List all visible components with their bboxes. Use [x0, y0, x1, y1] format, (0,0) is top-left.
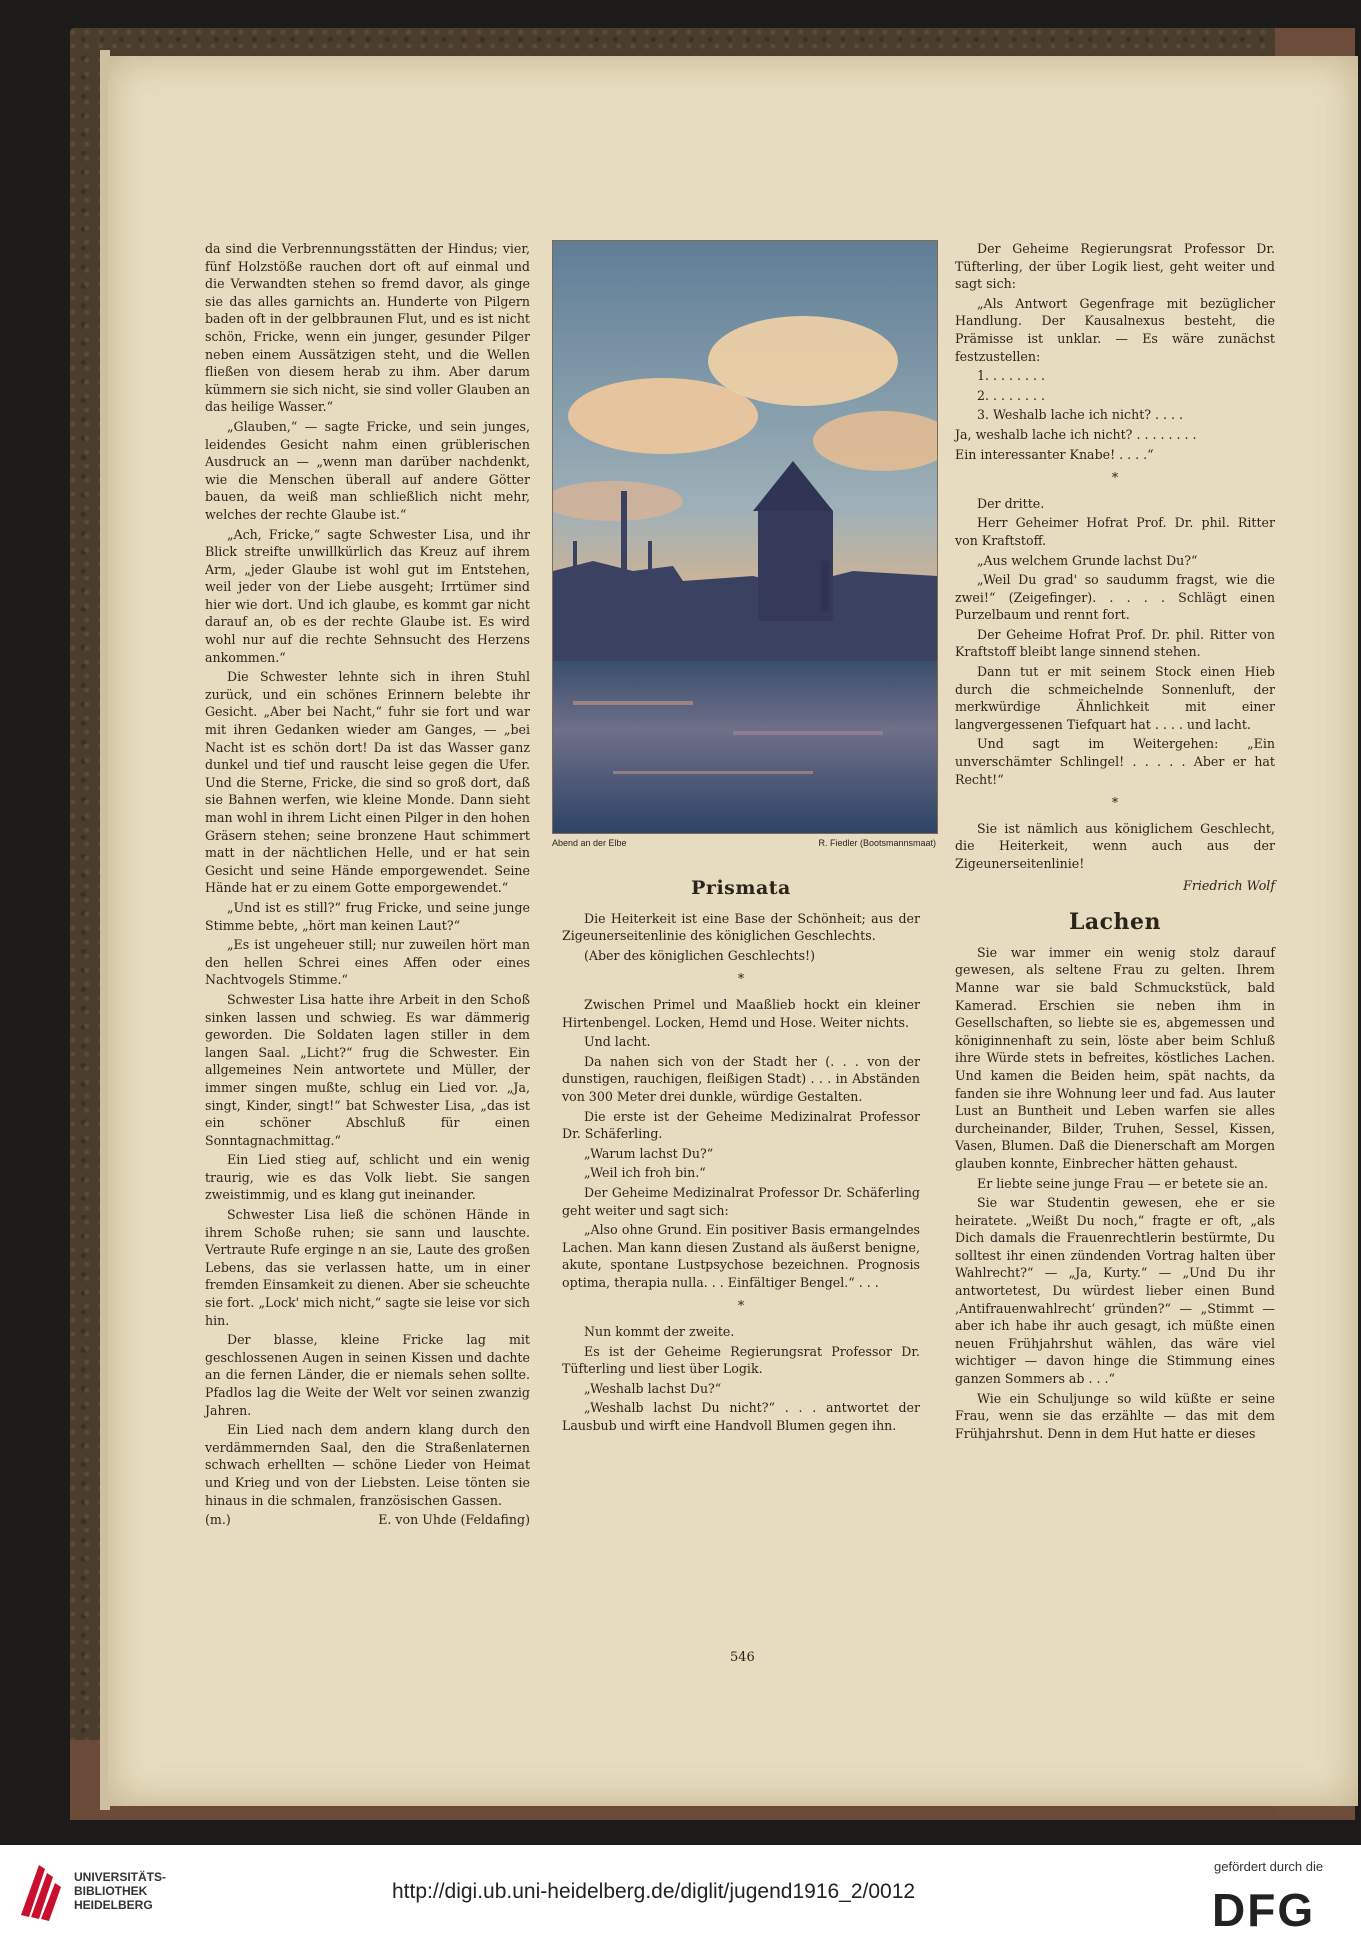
- left-column-story: [205, 240, 530, 1529]
- paragraph: Die Schwester lehnte sich in ihren Stuhl zurück, und ein schönes Erinnern belebte ihr Gesicht. „Aber bei Nacht,“ fuhr sie fort und war mit ihren Gedanken wieder am Ganges, — „bei Nacht ist es schön dort! Da ist das Wasser ganz dunkel und tief und rauscht leise gegen die Ufer. Und die Sterne, Fricke, die sind so groß dort, daß sie Bahnen werfen, wie kleine Monde. Dann sieht man wohl in ihrem Licht einen Pilger in den hohen Gräsern stehen; seine bronzene Haut schimmert matt in der nächtlichen Helle, und er hat sein Gesicht und seine Hände emporgewendet. Seine Hände hat er zu einem Gotte emporgewendet.“: [205, 669, 530, 896]
- paragraph: Die Heiterkeit ist eine Base der Schönheit; aus der Zigeunerseitenlinie des königlichen Geschlechts.: [562, 910, 920, 944]
- paragraph: „Es ist ungeheuer still; nur zuweilen hört man den hellen Schrei eines Affen oder eines Nachtvogels Stimme.“: [205, 937, 530, 988]
- funded-by-label: gefördert durch die: [1214, 1859, 1324, 1874]
- paragraph: „Aus welchem Grunde lachst Du?“: [977, 552, 1198, 568]
- paragraph: Schwester Lisa hatte ihre Arbeit in den Schoß sinken lassen und schwieg. Es war dämmerig geworden. Die Soldaten lagen stiller in dem langen Saal. „Licht?“ frug die Schwester. Ein allgemeines Nein antwortete und Müller, der immer singen mußte, schlug ein Lied vor. „Ja, singt, Kinder, singt!“ bat Schwester Lisa, „das ist ein schöner Abschluß für einen Sonntagnachmittag.“: [205, 991, 530, 1148]
- paragraph: Sie ist nämlich aus königlichem Geschlecht, die Heiterkeit, wenn auch aus der Zigeunerseitenlinie!: [955, 820, 1275, 871]
- signature-mark: (m.): [205, 1512, 231, 1528]
- paragraph: Schwester Lisa ließ die schönen Hände in ihrem Schoße ruhen; sie sann und lauschte. Vertraute Rufe erginge n an sie, Laute des großen Lebens, das sie verlassen hatte, um in einer fremden Einsamkeit zu dienen. Aber sie scheuchte sie fort. „Lock' mich nicht,“ sagte sie leise vor sich hin.: [205, 1207, 530, 1328]
- library-name[interactable]: [74, 1870, 166, 1912]
- paragraph: Es ist der Geheime Regierungsrat Professor Dr. Tüfterling und liest über Logik.: [562, 1343, 920, 1377]
- paragraph: „Glauben,“ — sagte Fricke, und sein junges, leidendes Gesicht nahm einen grüblerischen Ausdruck an — „wenn man darüber nachdenkt, wie die Menschen überall auf andere Götter bauen, da weiß man schließlich nicht mehr, welches der rechte Glaube ist.“: [205, 418, 530, 522]
- list-item: 1. . . . . . . .: [977, 368, 1046, 384]
- paragraph: Da nahen sich von der Stadt her (. . . von der dunstigen, rauchigen, fleißigen Stadt) . . . in Abständen von 300 Meter drei dunkle, würdige Gestalten.: [562, 1053, 920, 1104]
- prismata-title: Prismata: [691, 877, 791, 899]
- paragraph: Und sagt im Weitergehen: „Ein unverschämter Schlingel! . . . . . Aber er hat Recht!“: [955, 736, 1275, 787]
- section-star: *: [737, 1298, 745, 1314]
- paragraph: Ein Lied nach dem andern klang durch den verdämmernden Saal, den die Straßenlaternen schwach erhellten — schöne Lieder von Heimat und Krieg und von der Liebsten. Leise tönten sie hinaus in die schmalen, französischen Gassen.: [205, 1422, 530, 1508]
- painting-caption: [552, 838, 936, 848]
- paragraph: „Weshalb lachst Du nicht?“ . . . antwortet der Lausbub und wirft eine Handvoll Blumen gegen ihn.: [562, 1400, 920, 1434]
- paragraph: Der Geheime Hofrat Prof. Dr. phil. Ritter von Kraftstoff bleibt lange sinnend stehen.: [955, 626, 1275, 660]
- paragraph: Zwischen Primel und Maaßlieb hockt ein kleiner Hirtenbengel. Locken, Hemd und Hose. Weiter nichts.: [562, 996, 920, 1030]
- permalink-url[interactable]: http://digi.ub.uni-heidelberg.de/diglit/jugend1916_2/0012: [392, 1880, 916, 1903]
- library-logo-icon[interactable]: [15, 1861, 63, 1923]
- story-signature: [205, 1511, 530, 1529]
- paragraph: Die erste ist der Geheime Medizinalrat Professor Dr. Schäferling.: [562, 1108, 920, 1142]
- painting-abend-an-der-elbe: [552, 240, 938, 834]
- paragraph: Der Geheime Regierungsrat Professor Dr. Tüfterling, der über Logik liest, geht weiter und sagt sich:: [955, 241, 1275, 292]
- library-name-line: BIBLIOTHEK: [74, 1884, 148, 1898]
- paragraph: „Als Antwort Gegenfrage mit bezüglicher Handlung. Der Kausalnexus besteht, die Prämisse ist unklar. — Es wäre zunächst festzustellen:: [955, 295, 1275, 364]
- lachen-title: Lachen: [1068, 909, 1162, 936]
- paragraph: Ein interessanter Knabe! . . . .“: [955, 446, 1154, 462]
- paragraph: „Weil ich froh bin.“: [584, 1165, 706, 1181]
- list-item: 3. Weshalb lache ich nicht? . . . .: [977, 407, 1184, 423]
- paragraph: Wie ein Schuljunge so wild küßte er seine Frau, wenn sie das erzählte — das mit dem Frühjahrshut. Denn in dem Hut hatte er dieses: [955, 1390, 1275, 1441]
- paragraph: Und lacht.: [584, 1034, 651, 1050]
- dfg-logo[interactable]: DFG: [1212, 1884, 1316, 1936]
- paragraph: Der blasse, kleine Fricke lag mit geschlossenen Augen in seinen Kissen und dachte an die fernen Länder, die er niemals sehen sollte. Pfadlos lag die Weite der Welt vor seinen zwanzig Jahren.: [205, 1332, 530, 1418]
- paragraph: „Ach, Fricke,“ sagte Schwester Lisa, und ihr Blick streifte unwillkürlich das Kreuz auf ihrem Arm, „jeder Glaube ist wohl gut im Entstehen, weil jeder von der Liebe ausgeht; Irrtümer sind hier wie dort. Und ich glaube, es kommt gar nicht darauf an, ob es der rechte Glaube ist. Es wird wohl nur auf die rechte Sehnsucht des Herzens ankommen.“: [205, 526, 530, 665]
- footer-bar: [0, 1845, 1361, 1943]
- paragraph: „Und ist es still?“ frug Fricke, und seine junge Stimme bebte, „hört man keinen Laut?“: [205, 899, 530, 933]
- section-star: *: [1111, 795, 1119, 811]
- prismata-column: [562, 877, 920, 1437]
- caption-artist: R. Fiedler (Bootsmannsmaat): [818, 838, 936, 848]
- paragraph: Ein Lied stieg auf, schlicht und ein wenig traurig, wie es das Volk liebt. Sie sangen zweistimmig, und es klang gut ineinander.: [205, 1152, 530, 1203]
- library-name-line: HEIDELBERG: [74, 1898, 153, 1912]
- signature-author: E. von Uhde (Feldafing): [378, 1512, 530, 1528]
- paragraph: Er liebte seine junge Frau — er betete sie an.: [977, 1175, 1269, 1191]
- caption-title: Abend an der Elbe: [552, 838, 627, 848]
- section-star: *: [1111, 470, 1119, 486]
- paragraph: Nun kommt der zweite.: [584, 1324, 735, 1340]
- paragraph: Sie war Studentin gewesen, ehe er sie heiratete. „Weißt Du noch,“ fragte er oft, „als Dich damals die Frauenrechtlerin bestürmte, Du solltest ihr einen zündenden Vortrag halten über Wahlrecht?“ — „Ja, Kurty.“ — „Und Du ihr antwortetest, Du würdest lieber einen Bund ‚Antifrauenwahlrecht‘ gründen?“ — „Stimmt — aber ich habe ihr auch gesagt, ich müßte einen neuen Frühjahrshut wählen, das wäre viel wichtiger — davon hinge die Stimmung eines ganzen Sommers ab . . .“: [955, 1195, 1275, 1387]
- paragraph: Der dritte.: [977, 495, 1045, 511]
- right-column-prismata: [955, 240, 1275, 1444]
- list-item: 2. . . . . . . .: [977, 387, 1046, 403]
- paragraph: „Warum lachst Du?“: [584, 1145, 714, 1161]
- paragraph: „Weshalb lachst Du?“: [584, 1380, 722, 1396]
- paragraph: (Aber des königlichen Geschlechts!): [584, 947, 816, 963]
- paragraph: Ja, weshalb lache ich nicht? . . . . . . . .: [955, 426, 1197, 442]
- paragraph: Dann tut er mit seinem Stock einen Hieb durch die schmeichelnde Sonnenluft, der merkwürdige Ähnlichkeit mit einer langvergessenen Tiefquart hat . . . . und lacht.: [955, 664, 1275, 732]
- paragraph: Herr Geheimer Hofrat Prof. Dr. phil. Ritter von Kraftstoff.: [955, 515, 1275, 548]
- page-number: 546: [730, 1650, 755, 1665]
- section-star: *: [737, 971, 745, 987]
- paragraph: „Also ohne Grund. Ein positiver Basis ermangelndes Lachen. Man kann diesen Zustand als äußerst benigne, akute, spontane Lustpsychose bezeichnen. Prognosis optima, therapia nulla. . . Einfältiger Bengel.“ . . .: [562, 1222, 920, 1290]
- library-name-line: UNIVERSITÄTS-: [74, 1870, 167, 1884]
- paragraph: Sie war immer ein wenig stolz darauf gewesen, als seltene Frau zu gelten. Ihrem Manne war sie bald Schmuckstück, bald Kamerad. Erschien sie neben ihm in Gesellschaften, so liebte sie es, abgemessen und königinnenhaft zu sein, löste aber beim Schluß ihre Würde stets in befreites, köstliches Lachen. Und kamen die Beiden heim, spät nachts, da fanden sie ihre Wohnung leer und fad. Aus lauter Lust an Buntheit und Leben warfen sie alles durcheinander, Bilder, Truhen, Sessel, Kissen, Vasen, Blumen. Daß die Dienerschaft am Morgen glauben konnte, Einbrecher hätten gehaust.: [955, 944, 1275, 1171]
- paragraph: da sind die Verbrennungsstätten der Hindus; vier, fünf Holzstöße rauchen dort oft auf einmal und die Verwandten stehen so fremd davor, als ginge sie das alles garnichts an. Hunderte von Pilgern baden oft in der gelbbraunen Flut, und es ist nicht schön, Fricke, wenn ein junger, gesunder Pilger neben einem Aussätzigen steht, und die Wellen fließen von diesem herab zu ihm. Aber darum kümmern sie sich nicht, sie sind voller Glauben an das heilige Wasser.“: [205, 241, 530, 415]
- paragraph: „Weil Du grad' so saudumm fragst, wie die zwei!“ (Zeigefinger). . . . . Schlägt einen Purzelbaum und rennt fort.: [955, 572, 1275, 623]
- paragraph: Der Geheime Medizinalrat Professor Dr. Schäferling geht weiter und sagt sich:: [562, 1184, 920, 1218]
- prismata-signature: Friedrich Wolf: [1183, 877, 1275, 893]
